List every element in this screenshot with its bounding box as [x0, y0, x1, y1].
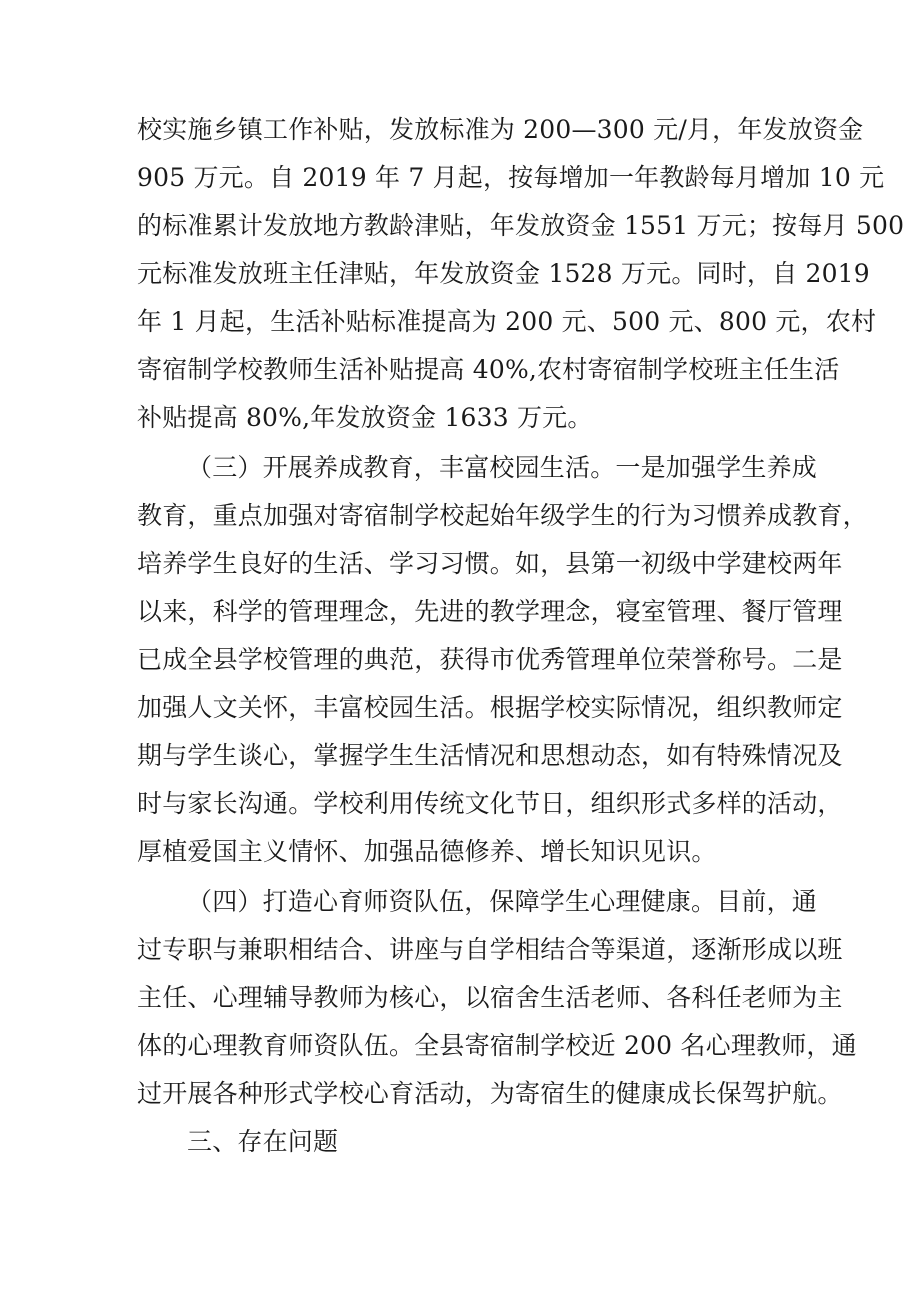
- text-line: 905 万元。自 2019 年 7 月起，按每增加一年教龄每月增加 10 元: [137, 163, 885, 192]
- text-line: （四）打造心育师资队伍，保障学生心理健康。目前，通: [187, 887, 818, 916]
- text-line: 以来，科学的管理理念，先进的教学理念，寝室管理、餐厅管理: [137, 597, 843, 626]
- text-line: 教育，重点加强对寄宿制学校起始年级学生的行为习惯养成教育，: [137, 501, 868, 530]
- text-line: 寄宿制学校教师生活补贴提高 40%,农村寄宿制学校班主任生活: [137, 355, 840, 384]
- text-line: 已成全县学校管理的典范，获得市优秀管理单位荣誉称号。二是: [137, 645, 843, 674]
- text-line: 校实施乡镇工作补贴，发放标准为 200—300 元/月，年发放资金: [137, 115, 864, 144]
- text-line: （三）开展养成教育，丰富校园生活。一是加强学生养成: [187, 453, 818, 482]
- text-line: 的标准累计发放地方教龄津贴，年发放资金 1551 万元；按每月 500: [137, 211, 905, 240]
- text-line: 培养学生良好的生活、学习习惯。如，县第一初级中学建校两年: [137, 549, 843, 578]
- text-line: 元标准发放班主任津贴，年发放资金 1528 万元。同时，自 2019: [137, 259, 870, 288]
- text-line: 时与家长沟通。学校利用传统文化节日，组织形式多样的活动，: [137, 789, 843, 818]
- text-line: 体的心理教育师资队伍。全县寄宿制学校近 200 名心理教师，通: [137, 1031, 857, 1060]
- text-line: 年 1 月起，生活补贴标准提高为 200 元、500 元、800 元，农村: [137, 307, 877, 336]
- text-line: 补贴提高 80%,年发放资金 1633 万元。: [137, 403, 593, 432]
- text-line: 过开展各种形式学校心育活动，为寄宿生的健康成长保驾护航。: [137, 1079, 843, 1108]
- text-line: 过专职与兼职相结合、讲座与自学相结合等渠道，逐渐形成以班: [137, 935, 843, 964]
- text-line: 主任、心理辅导教师为核心，以宿舍生活老师、各科任老师为主: [137, 983, 843, 1012]
- section-heading: 三、存在问题: [187, 1127, 339, 1156]
- text-line: 期与学生谈心，掌握学生生活情况和思想动态，如有特殊情况及: [137, 741, 843, 770]
- text-line: 加强人文关怀，丰富校园生活。根据学校实际情况，组织教师定: [137, 693, 843, 722]
- text-line: 厚植爱国主义情怀、加强品德修养、增长知识见识。: [137, 837, 717, 866]
